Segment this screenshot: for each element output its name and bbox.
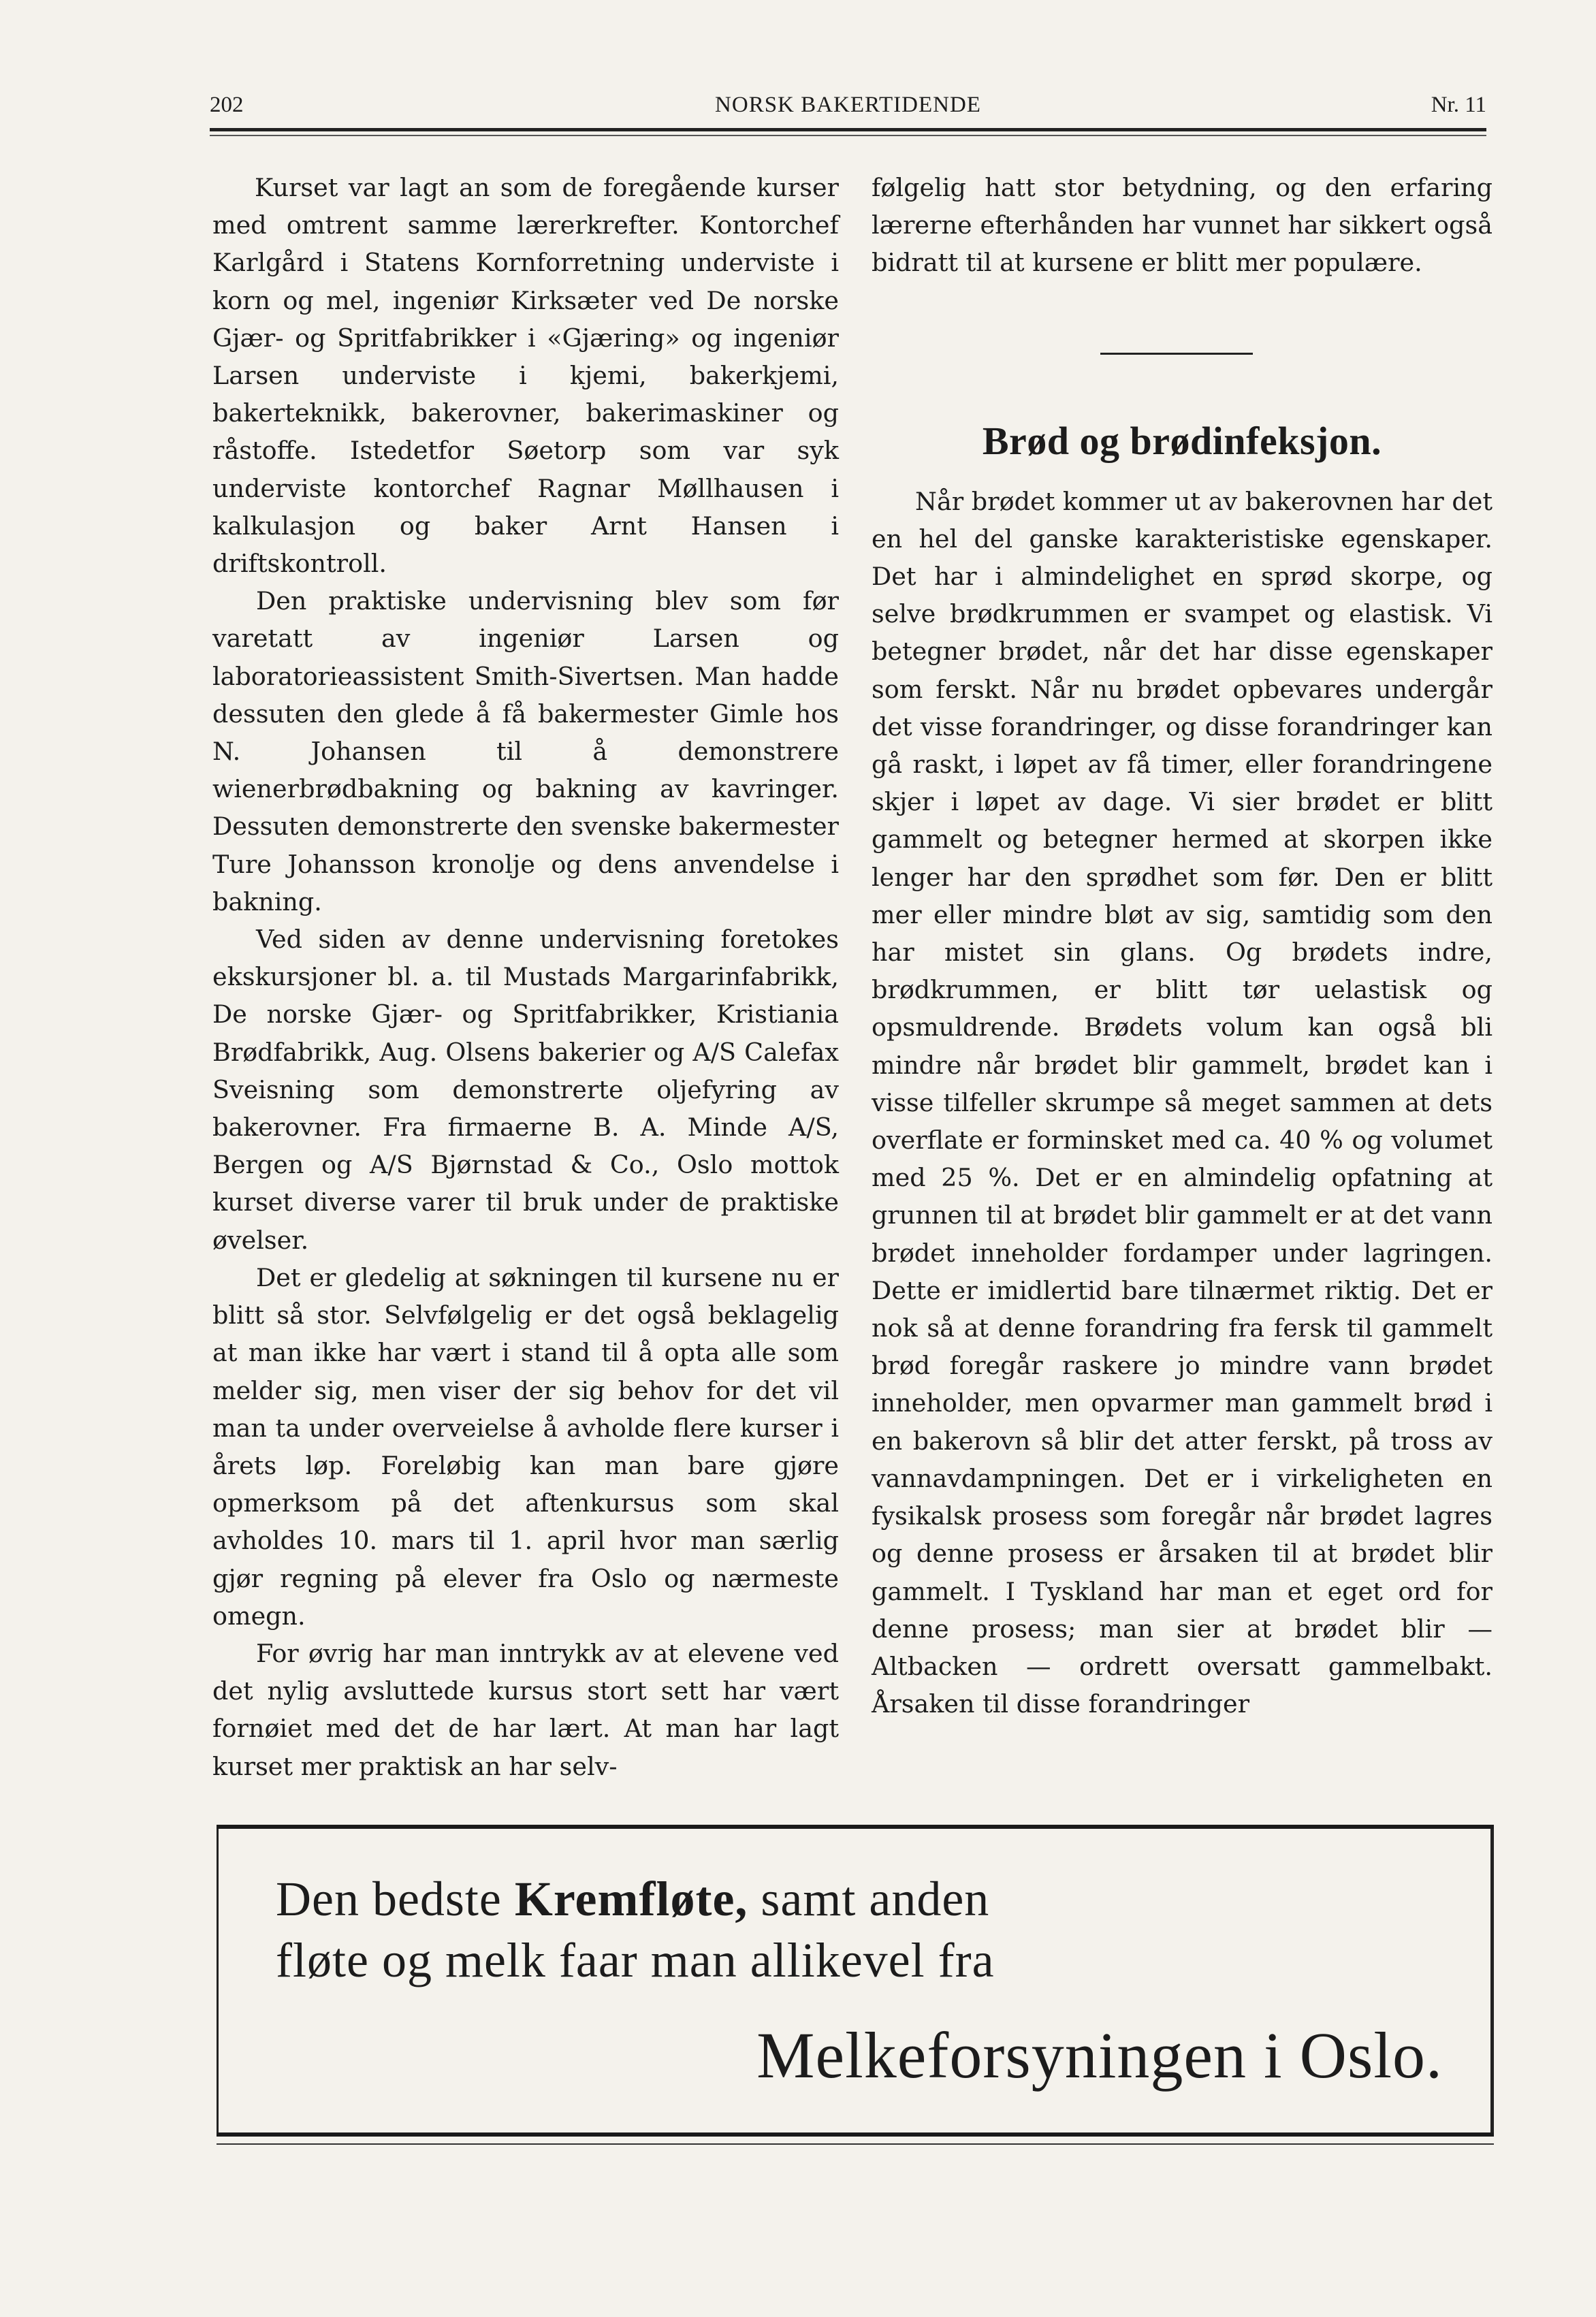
article-body: Når brødet kommer ut av bakerovnen har det en hel del ganske karakteristiske egenskaper. Det har i almindelighet en sprød skorpe, og selve brødkrummen er svampet og elastisk. Vi betegner brødet, når det har disse egenskaper som ferskt. Når nu brødet opbevares undergår det visse forandringer, og disse forandringer kan gå raskt, i løpet av få timer, eller forandringene skjer i løpet av dage. Vi sier brødet er blitt gammelt og betegner hermed at skorpen ikke lenger har den sprødhet som før. Den er blitt mer eller mindre bløt av sig, samtidig som den har mistet sin glans. Og brødets indre, brødkrummen, er blitt tør uelastisk og opsmuldrende. Brødets volum kan også bli mindre når brødet blir gammelt, brødet kan i visse tilfeller skrumpe så meget sammen at dets overflate er forminsket med ca. 40 % og volumet med 25 %. Det er en almindelig opfatning at grunnen til at brødet blir gammelt er at det vann brødet inneholder fordamper under lagringen. Dette er imidlertid bare tilnærmet riktig. Det er nok så at denne forandring fra fersk til gammelt brød foregår raskere jo mindre vann brødet inneholder, men opvarmer man gammelt brød i en bakerovn så blir det atter ferskt, på tross av vannavdampningen. Det er i virkeligheten en fysikalsk prosess som foregår når brødet lagres og denne prosess er årsaken til at brødet blir gammelt. I Tyskland har man et eget ord for denne prosess; man sier at brødet blir — Altbacken — ordrett oversatt gammelbakt. Årsaken til disse forandringer — [872, 486, 1493, 1719]
ad-brand-name: Kremfløte, — [514, 1872, 748, 1926]
section-divider — [1100, 353, 1253, 355]
article-title: Brød og brødinfeksjon. — [982, 418, 1382, 463]
ad-line-1-suffix: samt anden — [748, 1872, 990, 1926]
paragraph-enrollment: Det er gledelig at søkningen til kursene nu er blitt så stor. Selvfølgelig er det også beklagelig at man ikke har vært i stand til å opta alle som melder sig, men viser der sig behov for det vil man ta under overveielse å avholde flere kurser i årets løp. Foreløbig kan man bare gjøre opmerksom på det aftenkursus som skal avholdes 10. mars til 1. april hvor man særlig gjør regning på elever fra Oslo og nærmeste omegn. — [212, 1262, 839, 1631]
header-rule — [210, 128, 1486, 131]
paragraph-impressions: For øvrig har man inntrykk av at elevene ved det nylig avsluttede kursus stort sett har vært fornøiet med det de har lært. At man har lagt kurset mer praktisk an har selv- — [212, 1638, 839, 1781]
ad-seller-name: Melkeforsyningen i Oslo. — [756, 2019, 1443, 2092]
issue-number: Nr. 11 — [1431, 93, 1486, 117]
advertisement-box — [217, 1825, 1494, 2137]
ad-bottom-rule-thin — [217, 2143, 1494, 2145]
page-number: 202 — [210, 93, 244, 117]
ad-line-2: fløte og melk faar man allikevel fra — [276, 1933, 995, 1987]
publication-title: NORSK BAKERTIDENDE — [715, 93, 981, 117]
left-column — [212, 169, 839, 1785]
paragraph-practical-teaching: Den praktiske undervisning blev som før varetatt av ingeniør Larsen og laboratorieassistent Smith-Sivertsen. Man hadde dessuten den glede å få bakermester Gimle hos N. Johansen til å demonstrere wienerbrødbakning og bakning av kavringer. Dessuten demonstrerte den svenske bakermester Ture Johansson kronolje og dens anvendelse i bakning. — [212, 586, 839, 916]
paragraph-continuation: følgelig hatt stor betydning, og den erfaring lærerne efterhånden har vunnet har sikkert også bidratt til at kursene er blitt mer populære. — [872, 173, 1493, 278]
paragraph-excursions: Ved siden av denne undervisning foretokes ekskursjoner bl. a. til Mustads Margarinfabrikk, De norske Gjær- og Spritfabrikker, Kristiania Brødfabrikk, Aug. Olsens bakerier og A/S Calefax Sveisning som demonstrerte oljefyring av bakerovner. Fra firmaerne B. A. Minde A/S, Bergen og A/S Bjørnstad & Co., Oslo mottok kurset diverse varer til bruk under de praktiske øvelser. — [212, 925, 839, 1255]
ad-line-1-prefix: Den bedste — [276, 1872, 515, 1926]
ad-top-rule — [217, 1825, 1494, 1829]
paragraph-course-staff: Kurset var lagt an som de foregående kurser med omtrent samme lærerkrefter. Kontorchef Karlgård i Statens Kornforretning underviste i korn og mel, ingeniør Kirksæter ved De norske Gjær- og Spritfabrikker i «Gjæring» og ingeniør Larsen underviste i kjemi, bakerkjemi, bakerteknikk, bakerovner, bakerimaskiner og råstoffe. Istedetfor Søetorp som var syk underviste kontorchef Ragnar Møllhausen i kalkulasjon og baker Arnt Hansen i driftskontroll. — [212, 173, 839, 579]
page-header — [210, 87, 1486, 128]
right-column — [872, 169, 1493, 1723]
ad-line-1 — [276, 1868, 989, 1930]
header-rule-thin — [210, 135, 1486, 136]
ad-bottom-rule — [217, 2132, 1494, 2137]
